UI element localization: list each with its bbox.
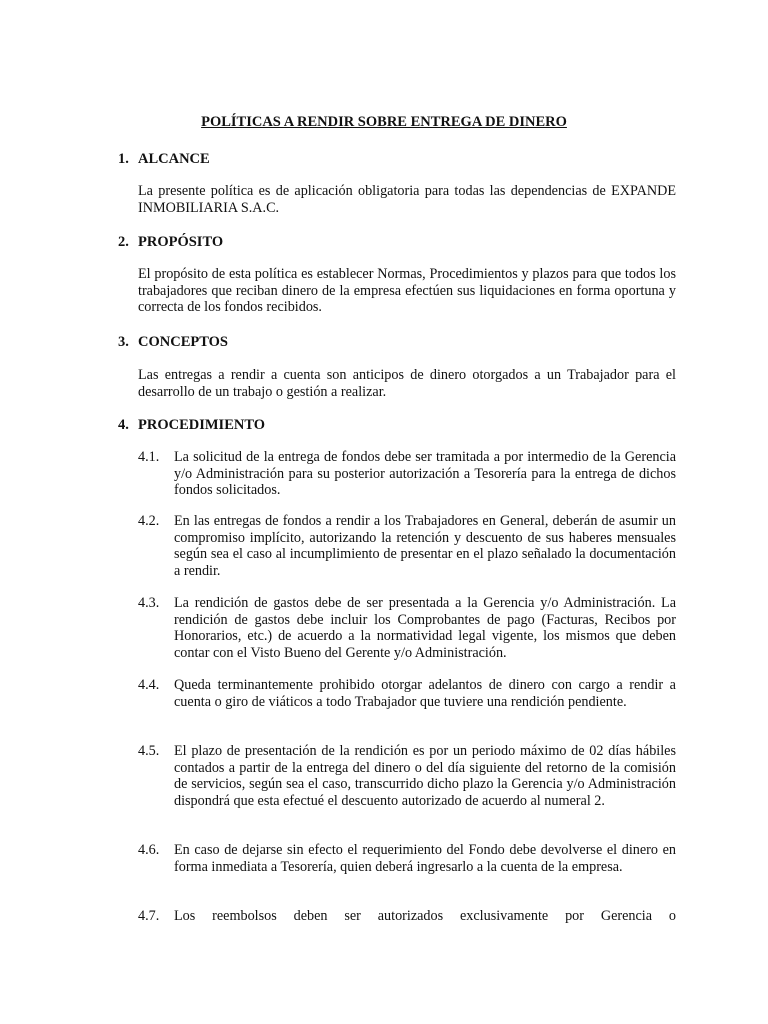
section-text-conceptos: Las entregas a rendir a cuenta son anticipos de dinero otorgados a un Trabajador para el desarrollo de un trabajo o gestión a realizar. xyxy=(138,367,676,400)
section-heading-procedimiento xyxy=(118,417,265,434)
section-title: CONCEPTOS xyxy=(138,334,228,350)
section-title: ALCANCE xyxy=(138,151,210,167)
section-heading-conceptos xyxy=(118,334,228,351)
item-text: Los reembolsos deben ser autorizados exclusivamente por Gerencia o xyxy=(174,908,676,924)
section-heading-proposito xyxy=(118,234,223,251)
item-number: 4.2. xyxy=(138,513,160,529)
section-number: 4. xyxy=(118,417,129,433)
section-text-proposito: El propósito de esta política es establecer Normas, Procedimientos y plazos para que todos los trabajadores que reciban dinero de la empresa efectúen sus liquidaciones en forma oportuna y correcta de los fondos recibidos. xyxy=(138,266,676,316)
item-text: En las entregas de fondos a rendir a los Trabajadores en General, deberán de asumir un compromiso implícito, autorizando la retención y descuento de sus haberes mensuales según sea el caso al incumplimiento de presentar en el plazo señalado la documentación a rendir. xyxy=(174,513,676,579)
item-number: 4.1. xyxy=(138,449,160,465)
section-text-alcance: La presente política es de aplicación obligatoria para todas las dependencias de EXPANDE INMOBILIARIA S.A.C. xyxy=(138,183,676,216)
document-title: POLÍTICAS A RENDIR SOBRE ENTREGA DE DINERO xyxy=(201,114,567,130)
section-title: PROPÓSITO xyxy=(138,234,224,250)
item-text: La solicitud de la entrega de fondos debe ser tramitada a por intermedio de la Gerencia y/o Administración para su posterior autorización a Tesorería para la entrega de dichos fondos solicitados. xyxy=(174,449,676,499)
item-number: 4.7. xyxy=(138,908,160,924)
item-number: 4.3. xyxy=(138,595,160,611)
section-number: 2. xyxy=(118,234,129,250)
section-number: 3. xyxy=(118,334,129,350)
section-heading-alcance xyxy=(118,151,210,168)
item-text: La rendición de gastos debe de ser presentada a la Gerencia y/o Administración. La rendición de gastos debe incluir los Comprobantes de pago (Facturas, Recibos por Honorarios, etc.) de acuerdo a la normatividad legal vigente, los mismos que deben contar con el Visto Bueno del Gerente y/o Administración. xyxy=(174,595,676,661)
item-number: 4.4. xyxy=(138,677,160,693)
item-number: 4.6. xyxy=(138,842,160,858)
section-title: PROCEDIMIENTO xyxy=(138,417,266,433)
item-text: El plazo de presentación de la rendición es por un periodo máximo de 02 días hábiles contados a partir de la entrega del dinero o del día siguiente del retorno de la comisión de servicios, según sea el caso, transcurrido dicho plazo la Gerencia y/o Administración dispondrá que esta efectué el descuento autorizado de acuerdo al numeral 2. xyxy=(174,743,676,809)
item-number: 4.5. xyxy=(138,743,160,759)
section-number: 1. xyxy=(118,151,129,167)
item-text: En caso de dejarse sin efecto el requerimiento del Fondo debe devolverse el dinero en forma inmediata a Tesorería, quien deberá ingresarlo a la cuenta de la empresa. xyxy=(174,842,676,875)
item-text: Queda terminantemente prohibido otorgar adelantos de dinero con cargo a rendir a cuenta o giro de viáticos a todo Trabajador que tuviere una rendición pendiente. xyxy=(174,677,676,710)
